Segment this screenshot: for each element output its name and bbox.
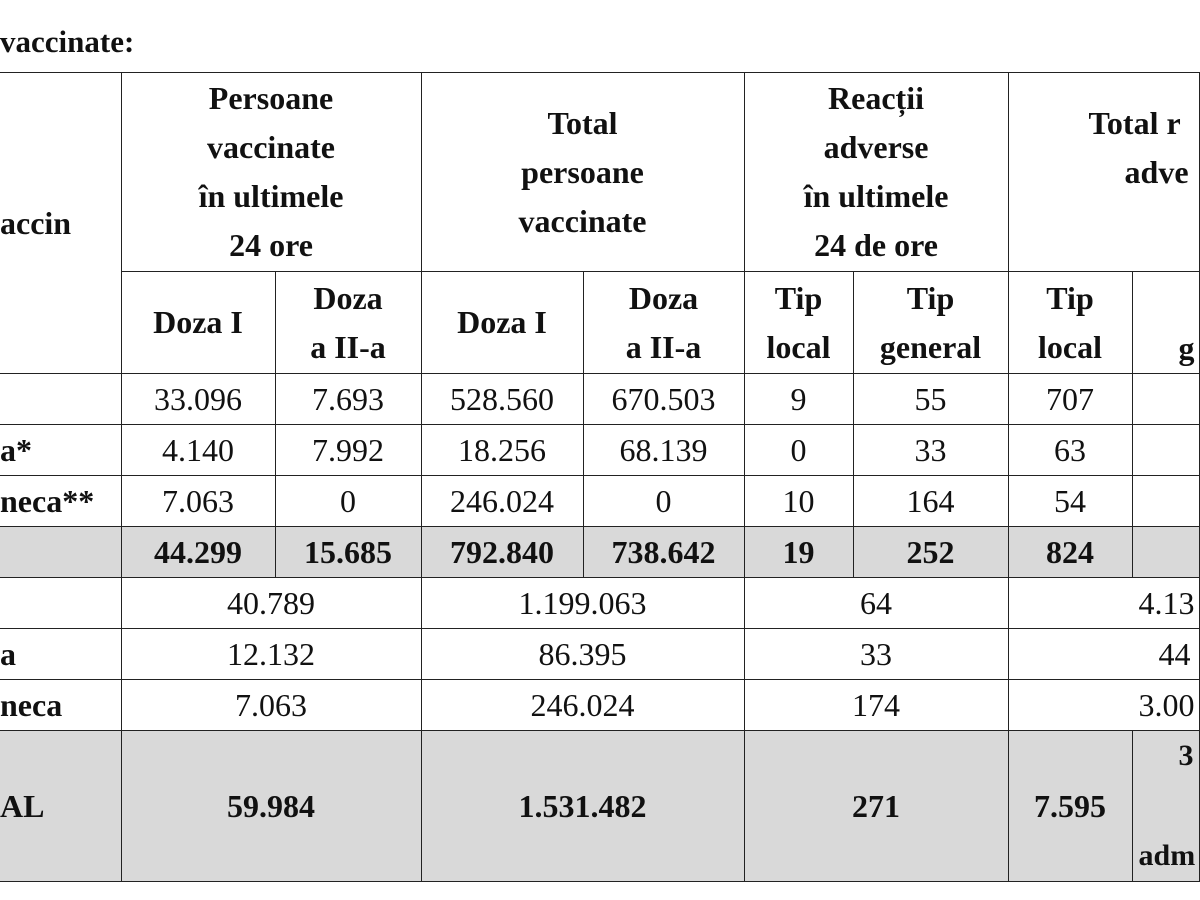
cell: 528.560 (421, 374, 583, 425)
cell: 271 (744, 731, 1008, 882)
cell: 7.595 (1008, 731, 1132, 882)
sub-tip-local: Tip local (744, 272, 853, 374)
cell: 824 (1008, 527, 1132, 578)
header-vaccinated-24h: Persoane vaccinate în ultimele 24 ore (121, 73, 421, 272)
vaccination-table (0, 72, 1200, 882)
cell: 12.132 (121, 629, 421, 680)
cell-last: 3 adm (1132, 731, 1199, 882)
cell: 10 (744, 476, 853, 527)
cell: 1.531.482 (421, 731, 744, 882)
sub-tip-general: Tip general (853, 272, 1008, 374)
cell: 7.992 (275, 425, 421, 476)
cell: 164 (853, 476, 1008, 527)
sub-total-tip-local: Tip local (1008, 272, 1132, 374)
cell: 246.024 (421, 680, 744, 731)
cell: 15.685 (275, 527, 421, 578)
cell: 7.693 (275, 374, 421, 425)
cell: 670.503 (583, 374, 744, 425)
cell: 4.140 (121, 425, 275, 476)
cell: 1.199.063 (421, 578, 744, 629)
row-label: a* (0, 425, 121, 476)
cell: 0 (275, 476, 421, 527)
cell: 33 (744, 629, 1008, 680)
cell: 40.789 (121, 578, 421, 629)
summary-row (0, 680, 1199, 731)
summary-row (0, 629, 1199, 680)
table-row-total (0, 731, 1199, 882)
table-row (0, 374, 1199, 425)
cell: 44 (1008, 629, 1199, 680)
sub-doza2: Doza a II-a (275, 272, 421, 374)
cell: 59.984 (121, 731, 421, 882)
row-label: neca (0, 680, 121, 731)
header-adverse-24h: Reacții adverse în ultimele 24 de ore (744, 73, 1008, 272)
row-label: AL (0, 731, 121, 882)
cell: 174 (744, 680, 1008, 731)
cell: 246.024 (421, 476, 583, 527)
cell: 738.642 (583, 527, 744, 578)
header-total-adverse: Total r adve (1008, 73, 1199, 272)
cell: 86.395 (421, 629, 744, 680)
sub-total-doza1: Doza I (421, 272, 583, 374)
summary-row (0, 578, 1199, 629)
cell-last (1132, 476, 1199, 527)
sub-total-tip-general: g (1132, 272, 1199, 374)
table-row (0, 425, 1199, 476)
cell: 54 (1008, 476, 1132, 527)
header-total-vaccinated: Total persoane vaccinate (421, 73, 744, 272)
table-row (0, 527, 1199, 578)
cell: 55 (853, 374, 1008, 425)
cell: 33.096 (121, 374, 275, 425)
cell: 18.256 (421, 425, 583, 476)
cell-last (1132, 425, 1199, 476)
cell-last (1132, 374, 1199, 425)
sub-doza1: Doza I (121, 272, 275, 374)
sub-total-doza2: Doza a II-a (583, 272, 744, 374)
cell: 63 (1008, 425, 1132, 476)
cell: 4.13 (1008, 578, 1199, 629)
row-label: neca** (0, 476, 121, 527)
cell: 44.299 (121, 527, 275, 578)
row-label (0, 374, 121, 425)
row-label (0, 527, 121, 578)
cell: 707 (1008, 374, 1132, 425)
table-row (0, 476, 1199, 527)
cell-last (1132, 527, 1199, 578)
cell: 64 (744, 578, 1008, 629)
cell: 0 (583, 476, 744, 527)
section-title: vaccinate: (0, 24, 135, 59)
cell: 33 (853, 425, 1008, 476)
cell: 0 (744, 425, 853, 476)
row-label (0, 578, 121, 629)
cell: 7.063 (121, 680, 421, 731)
cell: 9 (744, 374, 853, 425)
cell: 68.139 (583, 425, 744, 476)
cell: 7.063 (121, 476, 275, 527)
cell: 19 (744, 527, 853, 578)
cell: 252 (853, 527, 1008, 578)
row-label: a (0, 629, 121, 680)
header-vaccine: accin (0, 73, 121, 374)
cell: 792.840 (421, 527, 583, 578)
cell: 3.00 (1008, 680, 1199, 731)
